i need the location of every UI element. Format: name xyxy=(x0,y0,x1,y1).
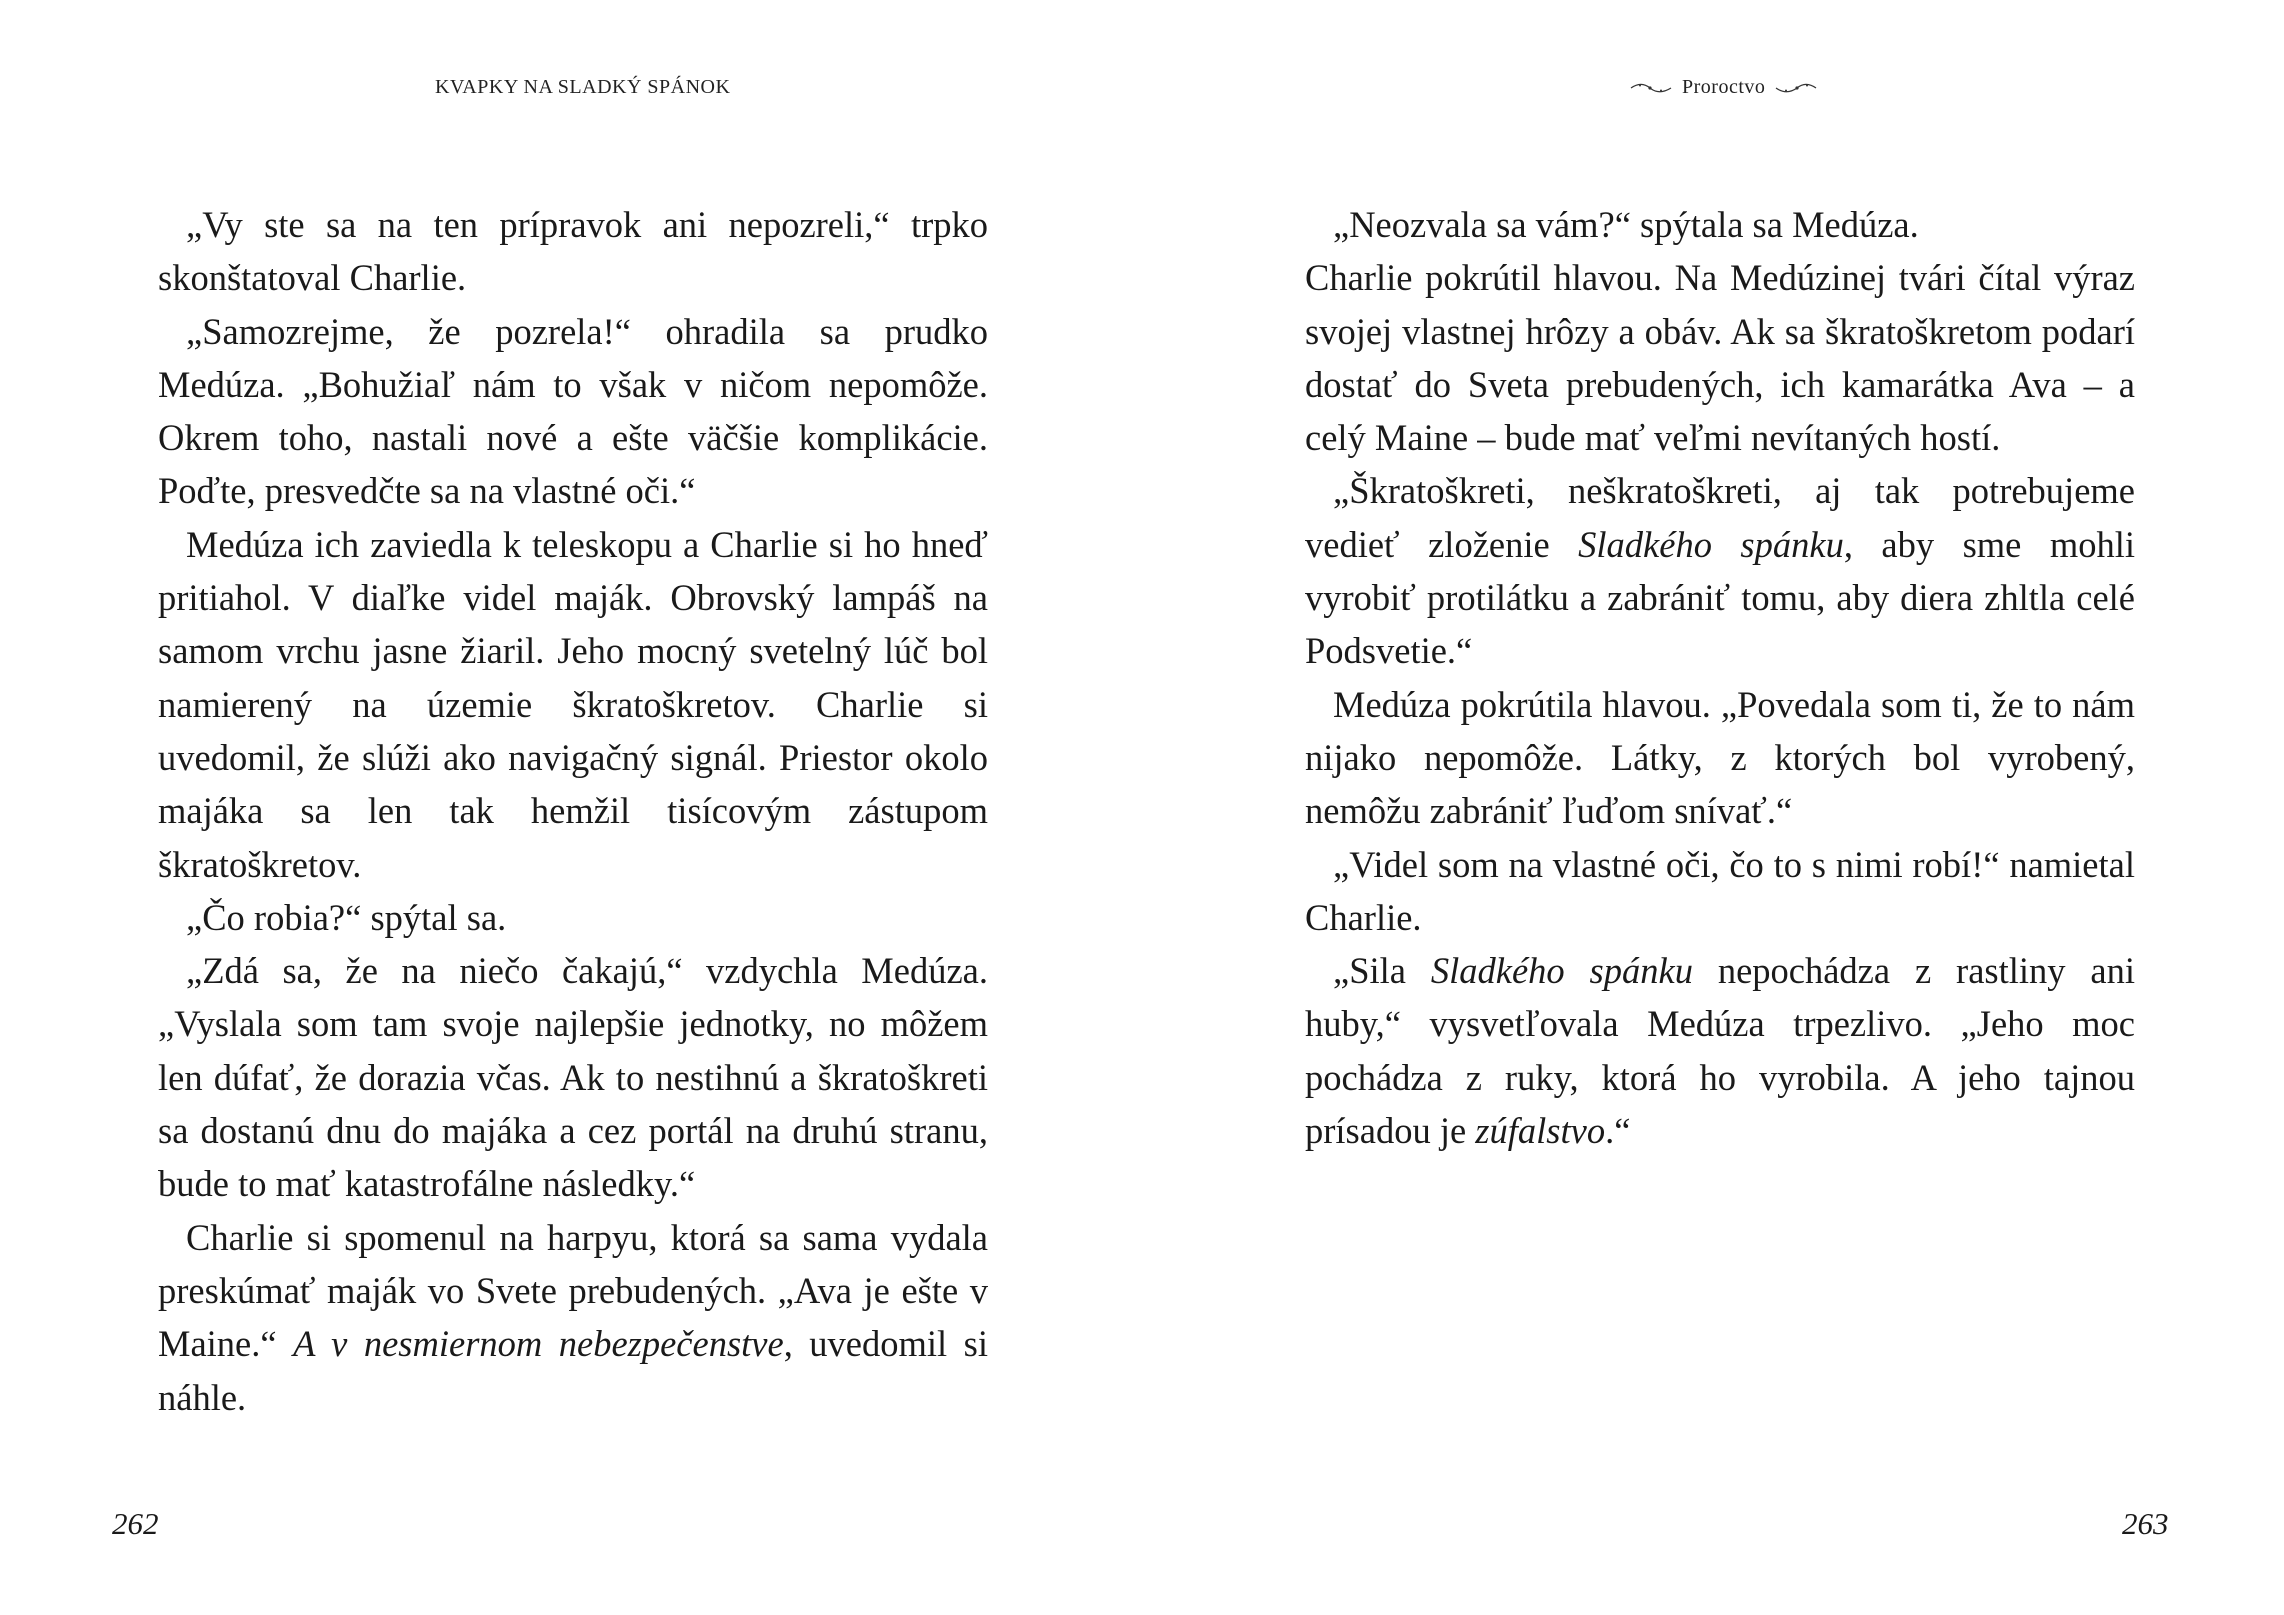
paragraph: Medúza pokrútila hlavou. „Povedala som ti, že to nám nijako nepomôže. Látky, z ktorých bol vyrobený, nemôžu zabrániť ľuďom snívať.“ xyxy=(1305,683,2135,832)
ornament-left-icon xyxy=(1630,82,1672,94)
paragraph: „Škratoškreti, neškratoškreti, aj tak potrebujeme vedieť zloženie Sladkého spánku, aby sme mohli vyrobiť protilátku a zabrániť tomu, aby diera zhltla celé Podsvetie.“ xyxy=(1305,470,2136,672)
left-text-block xyxy=(158,198,988,1424)
paragraph: „Vy ste sa na ten prípravok ani nepozreli,“ trpko skonštatoval Charlie. xyxy=(158,204,988,299)
right-page xyxy=(1142,0,2284,1615)
italic-run: A v nesmiernom nebezpečenstve xyxy=(293,1323,784,1365)
right-running-head-title: Proroctvo xyxy=(1682,76,1766,98)
paragraph: „Videl som na vlastné oči, čo to s nimi robí!“ namietal Charlie. xyxy=(1305,843,2135,938)
ornament-right-icon xyxy=(1775,82,1817,94)
right-page-number: 263 xyxy=(2122,1506,2169,1541)
paragraph: Charlie si spomenul na harpyu, ktorá sa sama vydala preskúmať maják vo Svete prebudených. „Ava je ešte v Maine.“ A v nesmiernom nebezpečenstve, uvedomil si náhle. xyxy=(158,1216,988,1418)
left-page-number: 262 xyxy=(112,1506,159,1541)
paragraph: „Neozvala sa vám?“ spýtala sa Medúza. xyxy=(1333,204,1919,245)
right-running-head xyxy=(1630,76,1817,99)
right-text-block xyxy=(1305,198,2135,1157)
italic-run: zúfalstvo xyxy=(1475,1110,1606,1152)
paragraph: Charlie pokrútil hlavou. Na Medúzinej tvári čítal výraz svojej vlastnej hrôzy a obáv. Ak sa škratoškretom podarí dostať do Sveta prebudených, ich kamarátka Ava – a celý Maine – bude mať veľmi nevítaných hostí. xyxy=(1305,257,2135,459)
italic-run: Sladkého spánku xyxy=(1430,950,1693,992)
paragraph: „Samozrejme, že pozrela!“ ohradila sa prudko Medúza. „Bohužiaľ nám to však v ničom nepomôže. Okrem toho, nastali nové a ešte väčšie komplikácie. Poďte, presvedčte sa na vlastné oči.“ xyxy=(158,310,988,512)
paragraph: „Sila Sladkého spánku nepochádza z rastliny ani huby,“ vysvetľovala Medúza trpezlivo. „Jeho moc pochádza z ruky, ktorá ho vyrobila. A jeho tajnou prísadou je zúfalstvo.“ xyxy=(1305,950,2136,1152)
left-running-head: KVAPKY NA SLADKÝ SPÁNOK xyxy=(435,76,731,98)
paragraph: „Čo robia?“ spýtal sa. xyxy=(186,896,507,938)
paragraph: Medúza ich zaviedla k teleskopu a Charlie si ho hneď pritiahol. V diaľke videl maják. Obrovský lampáš na samom vrchu jasne žiaril. Jeho mocný svetelný lúč bol namierený na územie škratoškretov. Charlie si uvedomil, že slúži ako navigačný signál. Priestor okolo majáka sa len tak hemžil tisícovým zástupom škratoškretov. xyxy=(158,523,988,885)
paragraph: „Zdá sa, že na niečo čakajú,“ vzdychla Medúza. „Vyslala som tam svoje najlepšie jednotky, no môžem len dúfať, že dorazia včas. Ak to nestihnú a škratoškreti sa dostanú dnu do majáka a cez portál na druhú stranu, bude to mať katastrofálne následky.“ xyxy=(158,950,988,1205)
italic-run: Sladkého spánku xyxy=(1578,523,1844,565)
